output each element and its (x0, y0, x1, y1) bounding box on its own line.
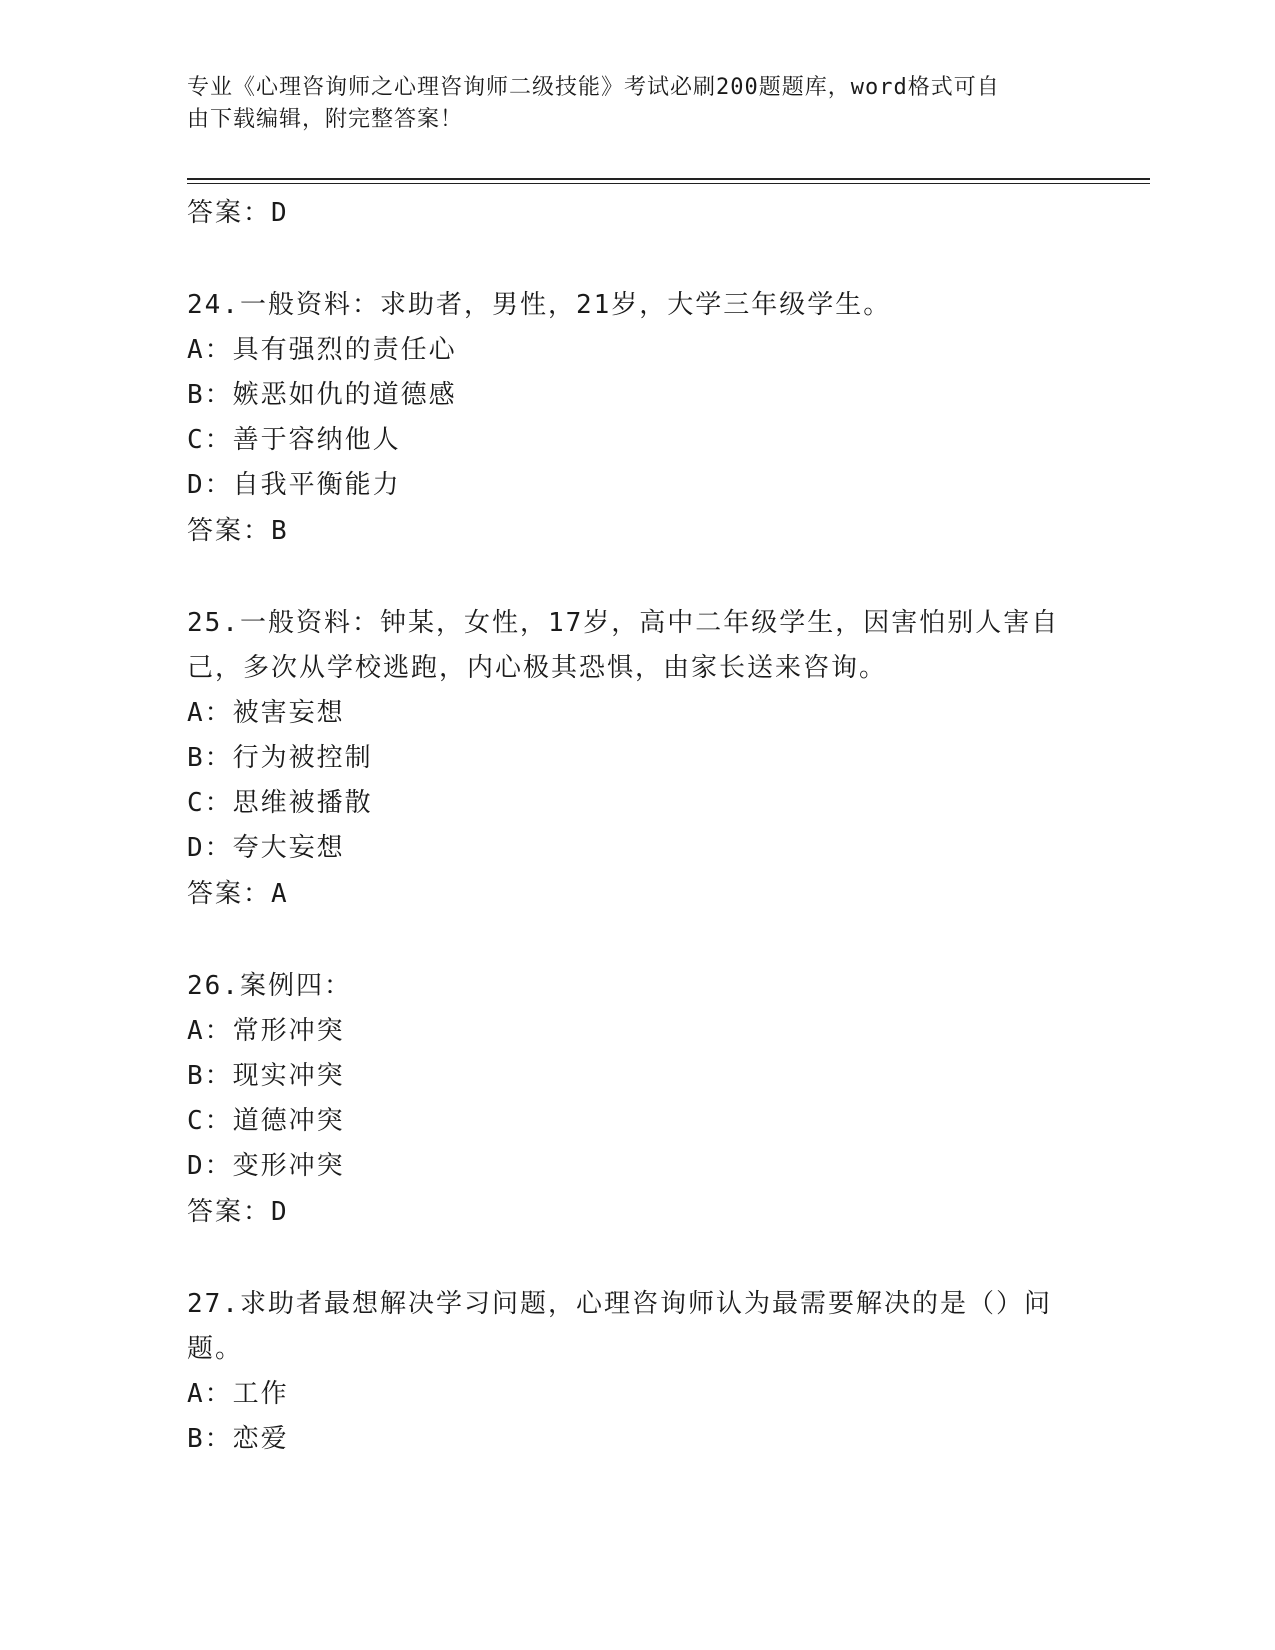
option-b: B：恋爱 (187, 1424, 289, 1454)
option-d: D：变形冲突 (187, 1151, 345, 1181)
option-b: B：行为被控制 (187, 743, 373, 773)
option-c: C：思维被播散 (187, 788, 373, 818)
answer-label: 答案： (187, 1197, 272, 1227)
option-a: A：具有强烈的责任心 (187, 335, 457, 365)
header-line-1: 专业《心理咨询师之心理咨询师二级技能》考试必刷200题题库，word格式可自 (187, 75, 1000, 100)
answer-value: D (271, 198, 289, 228)
option-b: B：嫉恶如仇的道德感 (187, 380, 457, 410)
question-list (187, 190, 1087, 1462)
answer-value: B (271, 516, 289, 546)
option-d: D：夸大妄想 (187, 833, 345, 863)
answer-label: 答案： (187, 516, 272, 546)
header-rule-thin (187, 183, 1150, 184)
header-rule-thick (187, 178, 1150, 180)
header-line-2: 由下载编辑，附完整答案！ (187, 107, 464, 132)
answer-line (187, 871, 1087, 917)
answer-value: A (271, 879, 289, 909)
answer-value: D (271, 1197, 289, 1227)
option-a: A：常形冲突 (187, 1016, 345, 1046)
question-stem: 27.求助者最想解决学习问题，心理咨询师认为最需要解决的是（）问题。 (187, 1289, 1052, 1364)
option-d: D：自我平衡能力 (187, 470, 401, 500)
question-stem: 25.一般资料：钟某，女性，17岁，高中二年级学生，因害怕别人害自己，多次从学校逃跑，内心极其恐惧，由家长送来咨询。 (187, 608, 1060, 683)
answer-label: 答案： (187, 879, 272, 909)
option-c: C：道德冲突 (187, 1106, 345, 1136)
document-header (187, 72, 1067, 136)
option-b: B：现实冲突 (187, 1061, 345, 1091)
answer-label: 答案： (187, 198, 272, 228)
answer-line (187, 508, 1087, 554)
option-a: A：被害妄想 (187, 698, 345, 728)
question-stem: 26.案例四： (187, 971, 352, 1001)
option-c: C：善于容纳他人 (187, 425, 401, 455)
question-stem: 24.一般资料：求助者，男性，21岁，大学三年级学生。 (187, 290, 892, 320)
answer-line (187, 190, 1087, 236)
answer-line (187, 1189, 1087, 1235)
option-a: A：工作 (187, 1379, 289, 1409)
